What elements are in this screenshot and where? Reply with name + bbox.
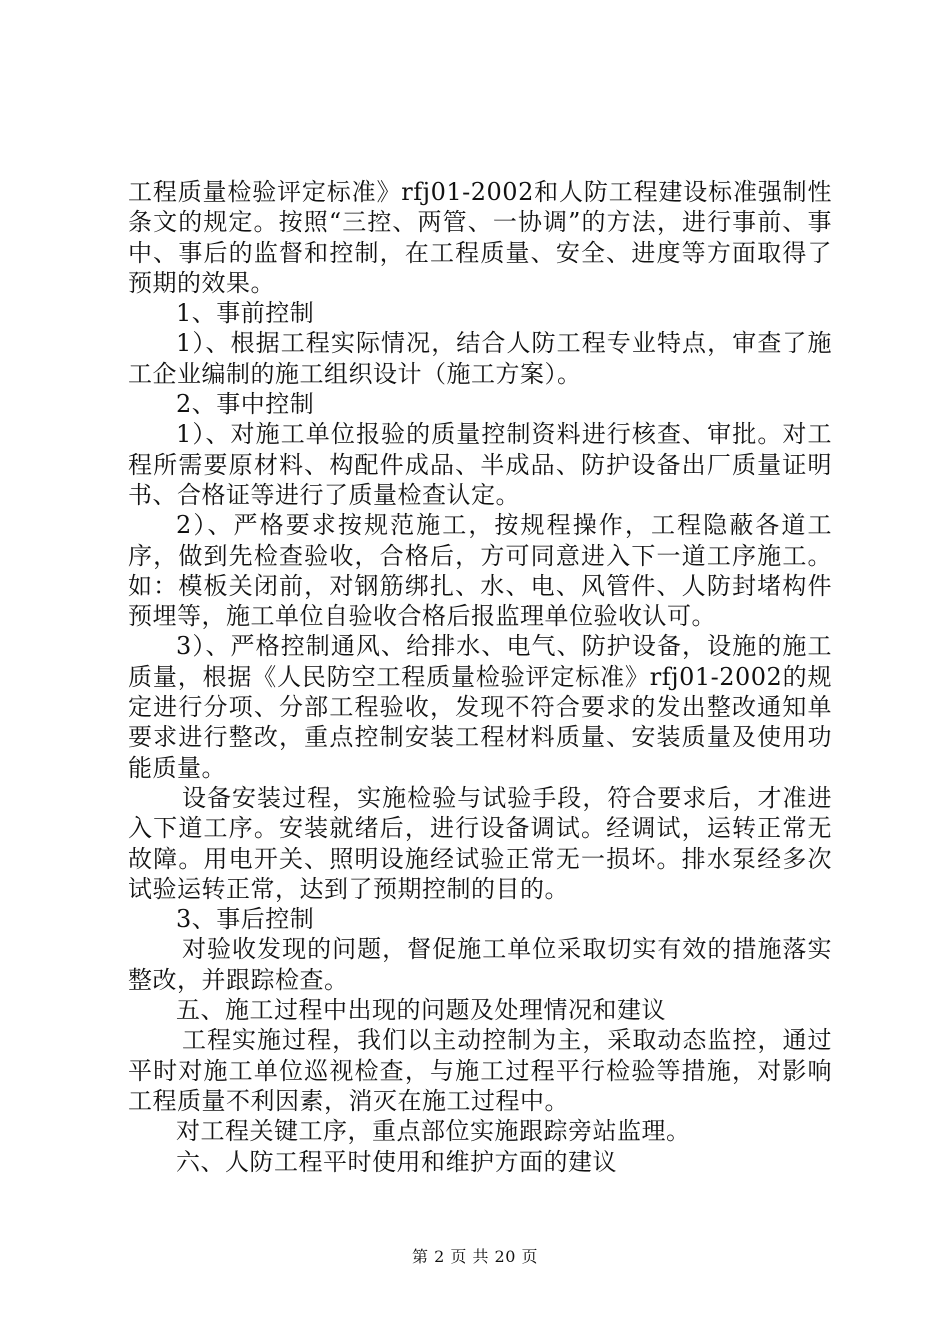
paragraph-post-control: 对验收发现的问题，督促施工单位采取切实有效的措施落实整改，并跟踪检查。 [128, 935, 832, 994]
paragraph-pre-control-1: 1）、根据工程实际情况，结合人防工程专业特点，审查了施工企业编制的施工组织设计（施工方案）。 [128, 329, 832, 388]
heading-pre-control: 1、事前控制 [176, 299, 315, 328]
document-body [128, 177, 832, 1177]
heading-post-control: 3、事后控制 [176, 905, 315, 934]
paragraph-intro: 工程质量检验评定标准》rfj01-2002和人防工程建设标准强制性条文的规定。按照“三控、两管、一协调”的方法，进行事前、事中、事后的监督和控制，在工程质量、安全、进度等方面取得了预期的效果。 [128, 178, 832, 297]
paragraph-in-process-2: 2）、严格要求按规范施工，按规程操作，工程隐蔽各道工序，做到先检查验收，合格后，方可同意进入下一道工序施工。如：模板关闭前，对钢筋绑扎、水、电、风管件、人防封堵构件预埋等，施工单位自验收合格后报监理单位验收认可。 [128, 511, 832, 631]
heading-section-five: 五、施工过程中出现的问题及处理情况和建议 [176, 996, 666, 1025]
paragraph-in-process-3: 3）、严格控制通风、给排水、电气、防护设备，设施的施工质量，根据《人民防空工程质量检验评定标准》rfj01-2002的规定进行分项、分部工程验收，发现不符合要求的发出整改通知单要求进行整改，重点控制安装工程材料质量、安装质量及使用功能质量。 [128, 632, 832, 782]
paragraph-in-process-1: 1）、对施工单位报验的质量控制资料进行核查、审批。对工程所需要原材料、构配件成品、半成品、防护设备出厂质量证明书、合格证等进行了质量检查认定。 [128, 420, 832, 509]
heading-in-process-control: 2、事中控制 [176, 390, 315, 419]
heading-section-six: 六、人防工程平时使用和维护方面的建议 [176, 1147, 617, 1176]
paragraph-section-five-2: 对工程关键工序，重点部位实施跟踪旁站监理。 [176, 1117, 691, 1146]
page-number-footer: 第 2 页 共 20 页 [412, 1247, 538, 1266]
paragraph-equipment-installation: 设备安装过程，实施检验与试验手段，符合要求后，才准进入下道工序。安装就绪后，进行设备调试。经调试，运转正常无故障。用电开关、照明设施经试验正常无一损坏。排水泵经多次试验运转正常，达到了预期控制的目的。 [128, 783, 832, 903]
paragraph-section-five-1: 工程实施过程，我们以主动控制为主，采取动态监控，通过平时对施工单位巡视检查，与施工过程平行检验等措施，对影响工程质量不利因素，消灭在施工过程中。 [128, 1026, 832, 1115]
